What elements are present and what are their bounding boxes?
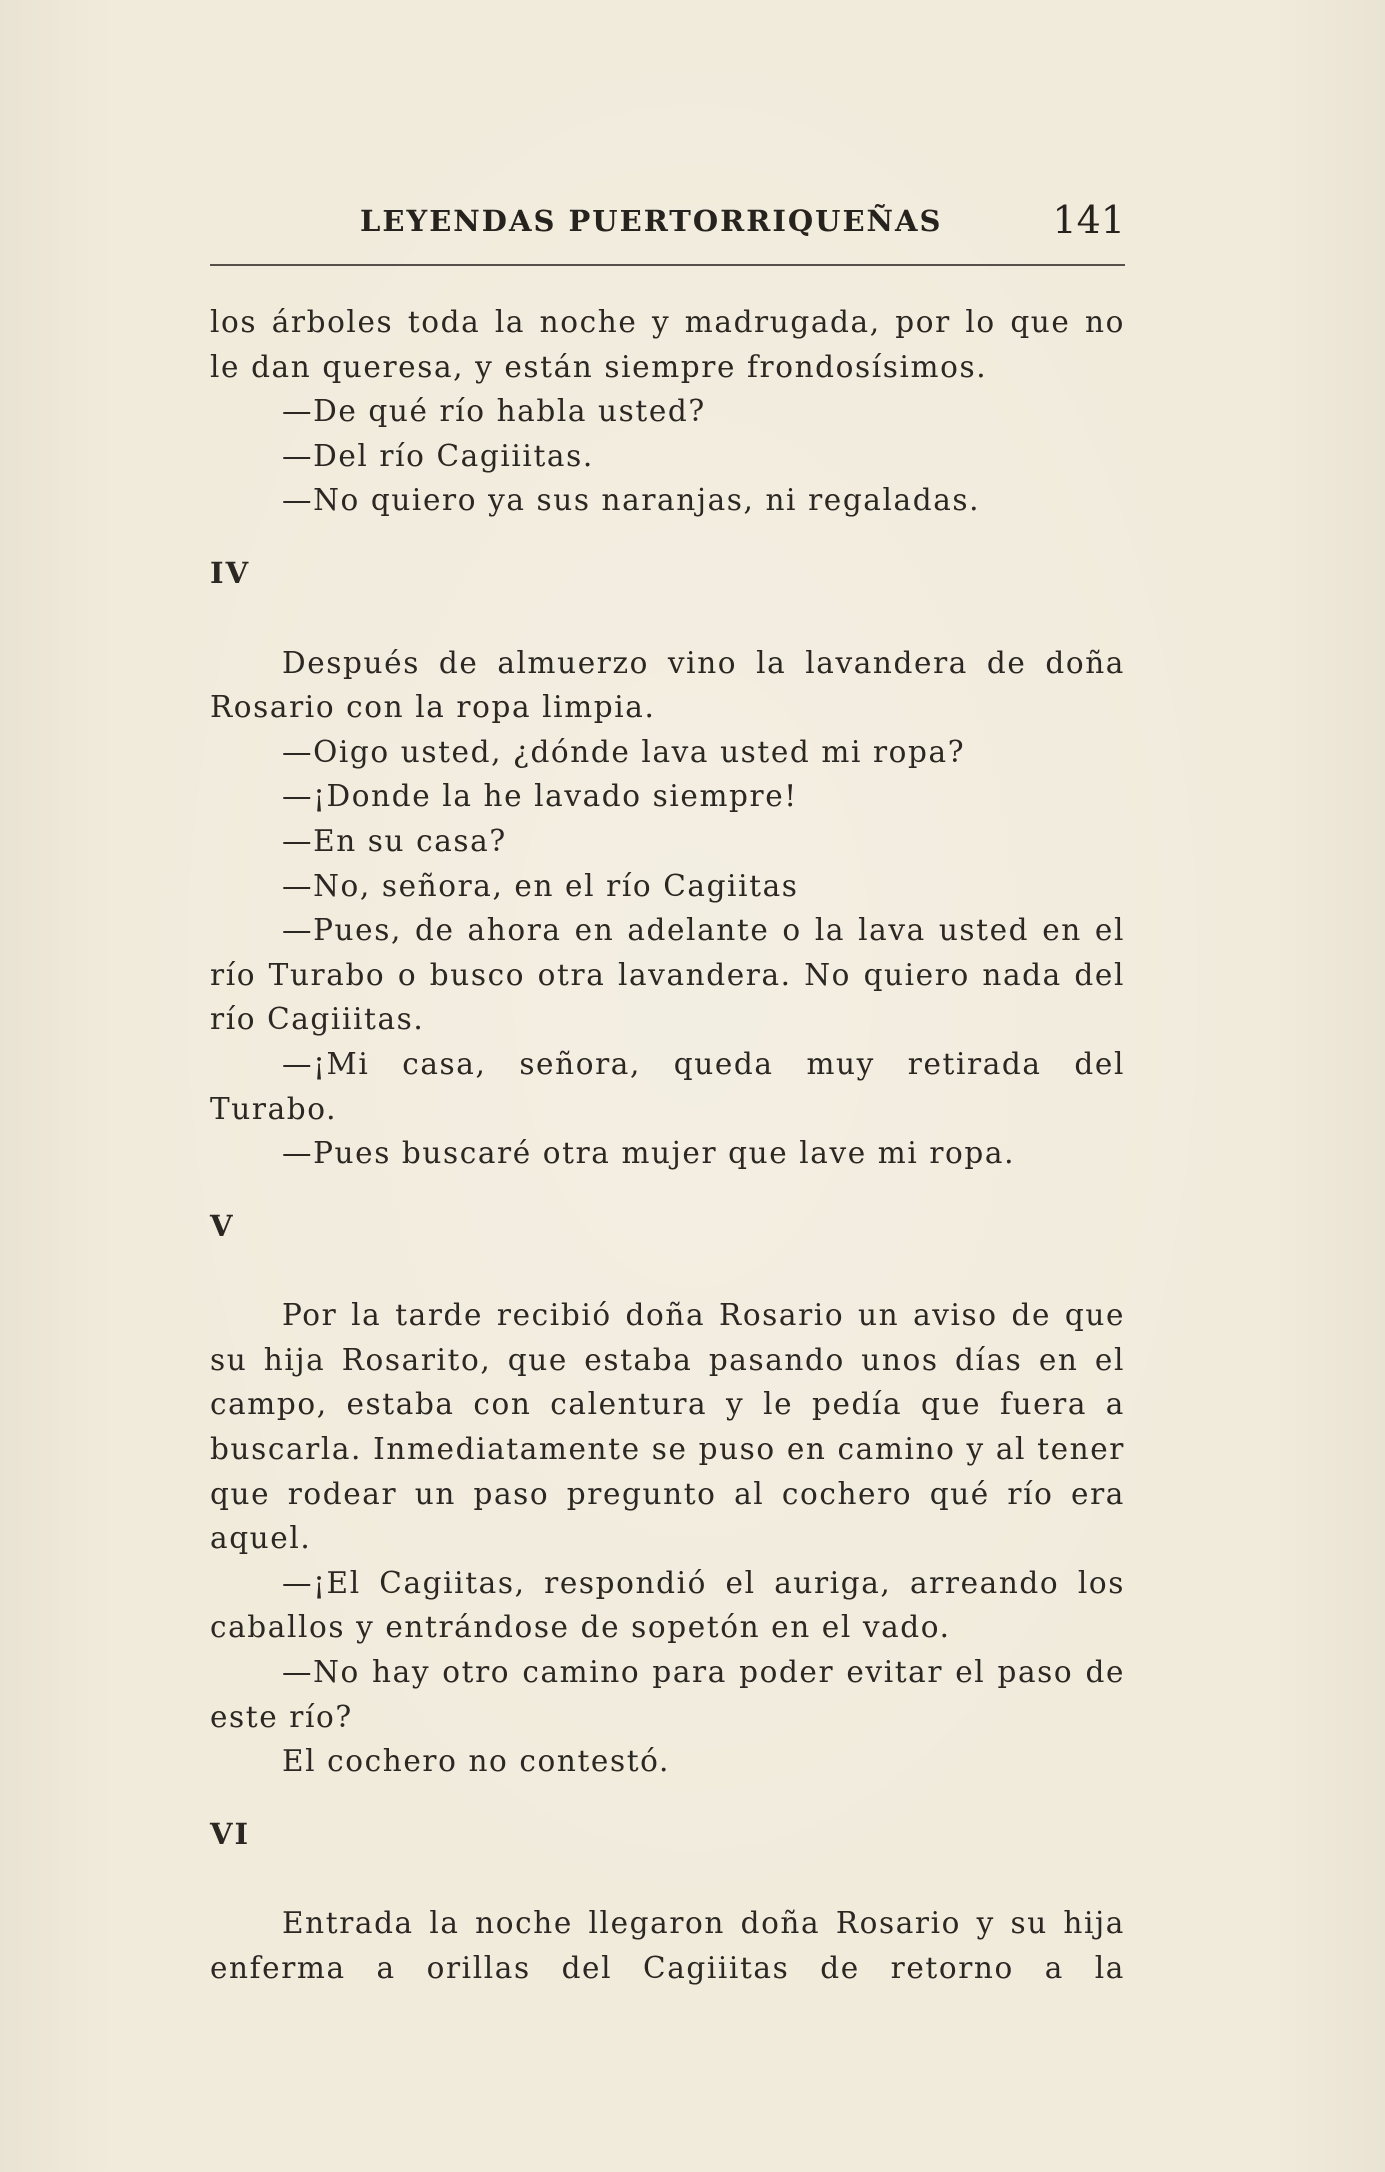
paragraph: —Del río Cagiiitas. [282,438,594,473]
spacer [210,1856,1125,1901]
paragraph: —¡Mi casa, señora, queda muy retirada del Turabo. [210,1046,1125,1126]
page-number: 141 [1052,198,1125,242]
header-rule [210,264,1125,266]
page-header [210,198,1125,268]
spacer [210,1784,1125,1812]
section-heading-iv: IV [210,555,251,590]
paragraph: —Pues, de ahora en adelante o la lava usted en el río Turabo o busco otra lavandera. No quiero nada del río Cagiiitas. [210,913,1125,1037]
spacer [210,523,1125,551]
running-title: LEYENDAS PUERTORRIQUEÑAS [360,204,943,238]
paragraph: Después de almuerzo vino la lavandera de doña Rosario con la ropa limpia. [210,645,1125,725]
paragraph: —Pues buscaré otra mujer que lave mi ropa. [282,1136,1016,1171]
paragraph: —No, señora, en el río Cagiitas [282,868,799,903]
paragraph: —No quiero ya sus naranjas, ni regaladas. [282,483,981,518]
paragraph: Entrada la noche llegaron doña Rosario y su hija enferma a orillas del Cagiiitas de retorno a la [210,1906,1125,1985]
spacer [210,1176,1125,1204]
spacer [210,596,1125,641]
paragraph: —En su casa? [282,823,507,858]
paragraph: —De qué río habla usted? [282,394,706,429]
paragraph: —¡El Cagiitas, respondió el auriga, arreando los caballos y entrándose de sopetón en el vado. [210,1565,1125,1645]
spacer [210,1248,1125,1293]
paragraph: —No hay otro camino para poder evitar el paso de este río? [210,1655,1125,1734]
section-heading-v: V [210,1208,235,1243]
paragraph: —¡Donde la he lavado siempre! [282,779,798,814]
paragraph: —Oigo usted, ¿dónde lava usted mi ropa? [282,734,966,769]
paragraph: los árboles toda la noche y madrugada, por lo que no le dan queresa, y están siempre frondosísimos. [210,305,1125,384]
paragraph: Por la tarde recibió doña Rosario un aviso de que su hija Rosarito, que estaba pasando unos días en el campo, estaba con calentura y le pedía que fuera a buscarla. Inmediatamente se puso en camino y al tener que rodear un paso pregunto al cochero qué río era aquel. [210,1298,1125,1556]
body-text [210,300,1125,1991]
section-heading-vi: VI [210,1816,251,1851]
paragraph: El cochero no contestó. [282,1744,670,1779]
